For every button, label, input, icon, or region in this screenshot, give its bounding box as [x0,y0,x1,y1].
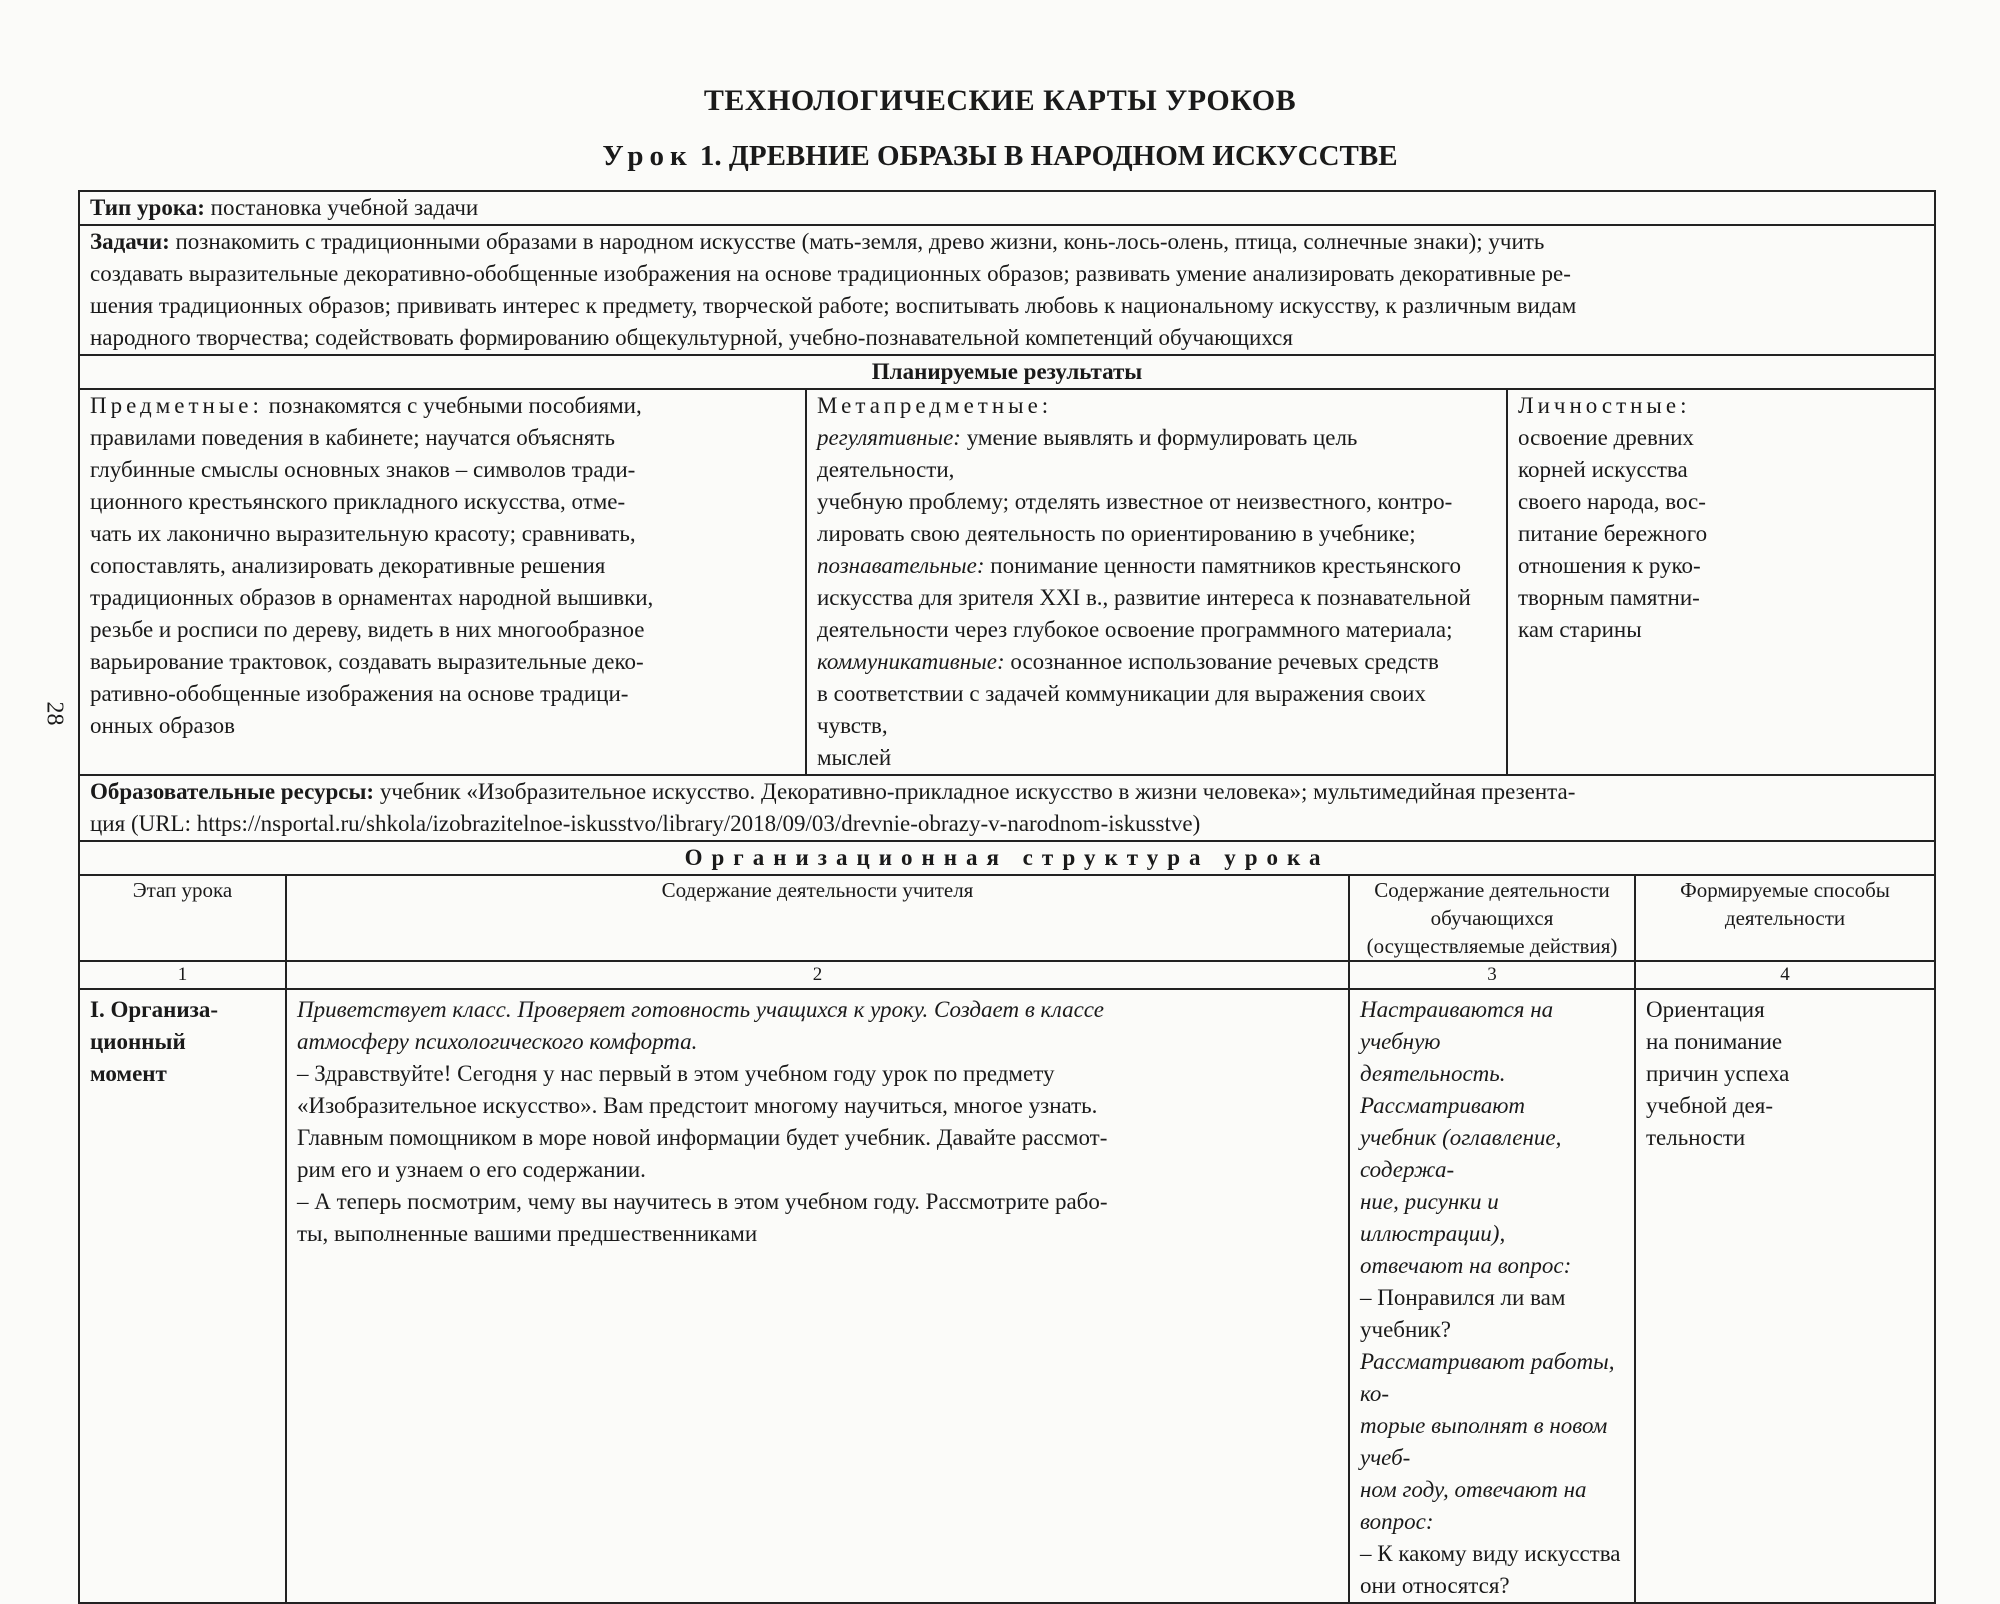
teacher-line: «Изобразительное искусство». Вам предстоит многому научиться, многое узнать. [297,1093,1098,1118]
teacher-activity-cell [286,989,1349,1603]
resources-label: Образовательные ресурсы: [90,779,375,804]
student-line: Рассматривают работы, ко- [1360,1349,1615,1406]
skills-line: учебной дея- [1646,1093,1773,1118]
resources-row [79,775,1935,841]
tasks-line: шения традиционных образов; прививать интерес к предмету, творческой работе; воспитывать любовь к национальному искусству, к различным видам [90,293,1577,318]
planned-results-row [79,389,1935,775]
personal-line: творным памятни- [1518,585,1700,610]
personal-results-cell [1507,389,1935,775]
tasks-row [79,225,1935,355]
subject-line: ративно-обобщенные изображения на основе традици- [90,681,629,706]
resources-line: ция (URL: https://nsportal.ru/shkola/izobrazitelnoe-iskusstvo/library/2018/09/03/drevnie-obrazy-v-narodnom-iskusstve) [90,811,1201,836]
personal-line: корней искусства [1518,457,1688,482]
stage-cell [79,989,286,1603]
teacher-line: Приветствует класс. Проверяет готовность учащихся к уроку. Создает в классе [297,997,1104,1022]
column-number: 3 [1349,961,1635,989]
stage-row [79,989,1935,1603]
student-line: Настраиваются на учебную [1360,997,1554,1054]
personal-line: кам старины [1518,617,1642,642]
meta-line: деятельности через глубокое освоение программного материала; [817,617,1453,642]
personal-line: своего народа, вос- [1518,489,1706,514]
meta-cognitive-label: познавательные: [817,553,985,578]
student-line: отвечают на вопрос: [1360,1253,1572,1278]
personal-label: Личностные: [1518,393,1691,418]
student-activity-cell [1349,989,1635,1603]
teacher-line: – Здравствуйте! Сегодня у нас первый в этом учебном году урок по предмету [297,1061,1055,1086]
meta-communicative-label: коммуникативные: [817,649,1005,674]
lesson-type-label: Тип урока: [90,195,205,220]
skills-line: на понимание [1646,1029,1783,1054]
column-headers-row [79,875,1935,961]
meta-line: учебную проблему; отделять известное от неизвестного, контро- [817,489,1453,514]
resources-line: учебник «Изобразительное искусство. Декоративно-прикладное искусство в жизни человека»; мультимедийная презента- [374,779,1576,804]
page-number: 28 [41,701,68,726]
teacher-line: Главным помощником в море новой информации будет учебник. Давайте рассмот- [297,1125,1108,1150]
column-header: Формируемые способы деятельности [1635,875,1935,961]
column-header: Этап урока [79,875,286,961]
column-number: 2 [286,961,1349,989]
meta-line: искусства для зрителя XXI в., развитие интереса к познавательной [817,585,1471,610]
meta-line: лировать свою деятельность по ориентированию в учебнике; [817,521,1416,546]
lesson-name: 1. ДРЕВНИЕ ОБРАЗЫ В НАРОДНОМ ИСКУССТВЕ [692,140,1398,172]
lesson-label: Урок [602,140,693,172]
stage-line: I. Организа- [90,997,218,1022]
column-header: Содержание деятельности обучающихся (осуществляемые действия) [1349,875,1635,961]
student-line: – Понравился ли вам учебник? [1360,1285,1566,1342]
subject-line: глубинные смыслы основных знаков – символов тради- [90,457,636,482]
skills-line: причин успеха [1646,1061,1790,1086]
student-line: – К какому виду искусства [1360,1541,1621,1566]
subject-line: сопоставлять, анализировать декоративные решения [90,553,606,578]
personal-line: питание бережного [1518,521,1708,546]
tasks-line: познакомить с традиционными образами в народном искусстве (мать-земля, древо жизни, конь-лось-олень, птица, солнечные знаки); учить [169,229,1545,254]
planned-results-header: Планируемые результаты [79,355,1935,389]
subject-label: Предметные: [90,393,263,418]
subject-line: резьбе и росписи по дереву, видеть в них многообразное [90,617,645,642]
meta-line: осознанное использование речевых средств [1004,649,1439,674]
lesson-type-row [79,191,1935,225]
lesson-title [0,140,2000,173]
meta-line: в соответствии с задачей коммуникации для выражения своих чувств, [817,681,1426,738]
skills-line: тельности [1646,1125,1746,1150]
stage-line: ционный [90,1029,186,1054]
meta-line: понимание ценности памятников крестьянского [984,553,1462,578]
student-line: ние, рисунки и иллюстрации), [1360,1189,1506,1246]
teacher-line: рим его и узнаем о его содержании. [297,1157,646,1182]
org-structure-header: Организационная структура урока [79,841,1935,875]
tasks-line: создавать выразительные декоративно-обобщенные изображения на основе традиционных образов; развивать умение анализировать декоративные ре- [90,261,1571,286]
subject-line: онных образов [90,713,236,738]
subject-line: варьирование трактовок, создавать выразительные деко- [90,649,644,674]
column-number: 1 [79,961,286,989]
student-line: торые выполнят в новом учеб- [1360,1413,1608,1470]
stage-line: момент [90,1061,167,1086]
student-line: учебник (оглавление, содержа- [1360,1125,1562,1182]
student-line: они относятся? [1360,1573,1510,1598]
student-line: деятельность. Рассматривают [1360,1061,1526,1118]
teacher-line: атмосферу психологического комфорта. [297,1029,698,1054]
subject-line: традиционных образов в орнаментах народной вышивки, [90,585,654,610]
column-header: Содержание деятельности учителя [286,875,1349,961]
tasks-line: народного творчества; содействовать формированию общекультурной, учебно-познавательной компетенций обучающихся [90,325,1293,350]
skills-line: Ориентация [1646,997,1765,1022]
meta-line: мыслей [817,745,892,770]
subject-line: ционного крестьянского прикладного искусства, отме- [90,489,626,514]
column-numbers-row [79,961,1935,989]
meta-label: Метапредметные: [817,393,1053,418]
personal-line: отношения к руко- [1518,553,1701,578]
column-number: 4 [1635,961,1935,989]
lesson-type-value: постановка учебной задачи [204,195,479,220]
lesson-card-table [78,190,1936,1604]
student-line: ном году, отвечают на вопрос: [1360,1477,1587,1534]
skills-cell [1635,989,1935,1603]
personal-line: освоение древних [1518,425,1694,450]
subject-results-cell [79,389,806,775]
meta-line: умение выявлять и формулировать цель деятельности, [817,425,1358,482]
teacher-line: – А теперь посмотрим, чему вы научитесь в этом учебном году. Рассмотрите рабо- [297,1189,1108,1214]
meta-regulatory-label: регулятивные: [817,425,961,450]
subject-line: познакомятся с учебными пособиями, [262,393,642,418]
tasks-label: Задачи: [90,229,170,254]
teacher-line: ты, выполненные вашими предшественниками [297,1221,758,1246]
subject-line: правилами поведения в кабинете; научатся объяснять [90,425,615,450]
meta-results-cell [806,389,1507,775]
subject-line: чать их лаконично выразительную красоту; сравнивать, [90,521,636,546]
page-title: ТЕХНОЛОГИЧЕСКИЕ КАРТЫ УРОКОВ [703,84,1297,117]
